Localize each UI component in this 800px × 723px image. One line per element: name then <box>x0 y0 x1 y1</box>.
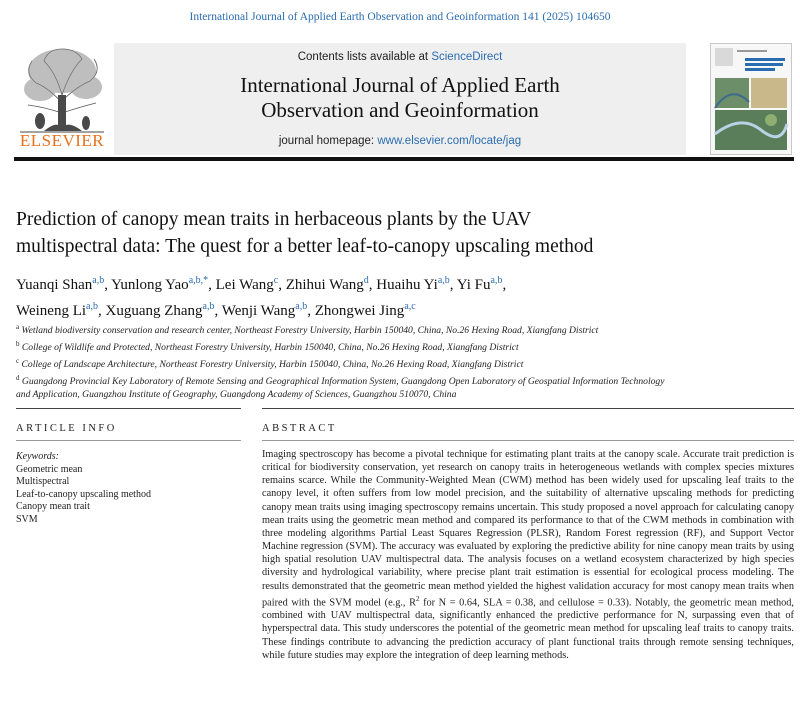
keyword-item: Geometric mean <box>16 463 83 475</box>
affiliation-d: $^d$ Guangdong Provincial Key Laboratory of Remote Sensing and Geographical Information System, Guangdong Open Laboratory of Geospatial Information Technology <box>16 373 665 387</box>
author-separator: , <box>97 303 106 319</box>
sciencedirect-link[interactable]: ScienceDirect <box>431 51 503 63</box>
affiliation-c: $^c$ College of Landscape Architecture, Northeast Forestry University, Harbin 150040, China, No.26 Hexing Road, Xiangfang District <box>16 356 524 370</box>
author-name[interactable]: Yuanqi Shan <box>16 277 93 293</box>
author-name[interactable]: Weineng Li <box>16 303 87 319</box>
author-separator: , <box>104 277 112 293</box>
author-separator: , <box>502 277 507 293</box>
journal-cover-thumbnail[interactable] <box>710 43 792 155</box>
author-separator: , <box>307 303 315 319</box>
keyword-item: Multispectral <box>16 476 70 488</box>
elsevier-logo[interactable] <box>14 43 110 155</box>
keywords-label: Keywords: <box>16 451 59 462</box>
homepage-link[interactable]: www.elsevier.com/locate/jag <box>377 135 522 147</box>
author-affiliation-marker[interactable]: a,b <box>490 275 503 286</box>
abstract-superscript: 2 <box>415 594 420 603</box>
cover-image-icon <box>711 44 791 154</box>
author-separator: , <box>214 303 222 319</box>
contents-prefix: Contents lists available at <box>297 51 432 63</box>
author-name[interactable]: Yi Fu <box>456 277 491 293</box>
author-line-1 <box>16 270 786 296</box>
author-separator: , <box>278 277 286 293</box>
author-list <box>16 270 786 322</box>
journal-title-line1: International Journal of Applied Earth <box>240 73 560 97</box>
author-affiliation-marker[interactable]: a,c <box>404 301 416 312</box>
journal-title-line2: Observation and Geoinformation <box>261 98 539 122</box>
author-name[interactable]: Xuguang Zhang <box>105 303 203 319</box>
author-affiliation-marker[interactable]: a,b <box>437 275 450 286</box>
journal-homepage <box>114 135 686 147</box>
journal-masthead <box>14 43 794 155</box>
author-affiliation-marker[interactable]: a,b <box>202 301 215 312</box>
author-affiliation-marker[interactable]: a,b <box>295 301 308 312</box>
article-info-rule <box>16 408 241 409</box>
author-separator: , <box>449 277 457 293</box>
author-affiliation-marker[interactable]: c <box>273 275 279 286</box>
journal-citation[interactable]: International Journal of Applied Earth Observation and Geoinformation 141 (2025) 104650 <box>189 11 611 23</box>
author-name[interactable]: Huaihu Yi <box>376 277 438 293</box>
journal-title[interactable] <box>114 73 686 123</box>
article-title-line1: Prediction of canopy mean traits in herbaceous plants by the UAV <box>16 209 532 230</box>
author-name[interactable]: Lei Wang <box>215 277 274 293</box>
author-separator: , <box>368 277 377 293</box>
author-affiliation-marker[interactable]: a,b <box>86 301 98 312</box>
author-affiliation-marker[interactable]: a,b,* <box>188 275 209 286</box>
author-separator: , <box>208 277 216 293</box>
abstract-text-part2: for N = 0.64, SLA = 0.38, and cellulose = 0.33). Notably, the geometric mean method, combined with UAV multispectral data, significantly enhanced the predictive performance for N, surpassing even that of hyperspectral data. This study underscores the potential of the geometric mean method for upscaling leaf traits to canopy traits. These findings contribute to advancing the prediction accuracy of plant functional traits through remote sensing techniques, while future studies may explore the integration of deep learning methods. <box>262 597 794 661</box>
homepage-prefix: journal homepage: <box>278 135 378 147</box>
affiliation-b: $^b$ College of Wildlife and Protected, Northeast Forestry University, Harbin 150040, China, No.26 Hexing Road, Xiangfang District <box>16 339 519 354</box>
author-name[interactable]: Yunlong Yao <box>111 277 189 293</box>
masthead-rule <box>14 157 794 161</box>
contents-available <box>114 51 686 63</box>
article-title-line2: multispectral data: The quest for a better leaf-to-canopy upscaling method <box>16 236 594 257</box>
author-name[interactable]: Zhongwei Jing <box>314 303 405 319</box>
author-name[interactable]: Wenji Wang <box>221 303 296 319</box>
author-affiliation-marker[interactable]: a,b <box>92 275 105 286</box>
journal-banner <box>114 43 686 155</box>
affiliation-a: $^a$ Wetland biodiversity conservation and research center, Northeast Forestry University, Harbin 150040, China, No.26 Hexing Road, Xiangfang District <box>16 323 599 337</box>
affiliation-list <box>16 321 786 401</box>
keyword-item: Leaf-to-canopy upscaling method <box>16 488 151 500</box>
keywords-list <box>16 451 241 527</box>
abstract-heading: ABSTRACT <box>262 423 337 434</box>
keywords-rule <box>16 440 241 441</box>
abstract-sub-rule <box>262 440 794 441</box>
abstract-body <box>262 448 794 662</box>
elsevier-tree-logo-icon <box>14 43 110 135</box>
article-title <box>16 206 786 260</box>
affiliation-d-continued: and Application, Guangzhou Institute of Geography, Guangdong Academy of Sciences, Guangzhou 510070, China <box>16 388 457 400</box>
abstract-rule <box>262 408 794 409</box>
author-name[interactable]: Zhihui Wang <box>285 277 364 293</box>
keyword-item: SVM <box>16 513 38 525</box>
elsevier-wordmark: ELSEVIER <box>19 131 105 150</box>
article-info-heading: ARTICLE INFO <box>16 423 117 434</box>
keyword-item: Canopy mean trait <box>16 501 90 513</box>
author-line-2 <box>16 296 786 322</box>
abstract-text-part1: Imaging spectroscopy has become a pivotal technique for estimating plant traits at the canopy scale. Accurate trait prediction is critical for biodiversity conservation, yet research on canopy traits in heterogeneous wetlands with complex species mixtures remains scarce. While the Community-Weighted Mean (CWM) method has been widely used for upscaling leaf traits to the canopy level, it often suffers from low model precision, and the suitability of alternative upscaling methods for predicting canopy mean traits using imaging spectroscopy remains uncertain. This study proposed a novel approach for calculating canopy mean traits using the geometric mean method and compared its performance to that of the CWM methods in combination with three modeling algorithms Partial Least Squares Regression (PLSR), Random Forest regression (RF), and Support Vector Machine regression (SVM). The accuracy was evaluated by exploring the predictive ability for nine canopy mean traits by using high spatial resolution UAV multispectral data. The analysis focuses on a wetland ecosystem characterized by high species diversity and hydrological variability, where precise plant trait estimation is essential for ecological process modeling. The results demonstrated that the geometric mean method yielded the highest validation accuracy for most canopy mean traits when paired with the SVM model (e.g., R <box>262 449 794 609</box>
author-affiliation-marker[interactable]: d <box>363 275 369 286</box>
